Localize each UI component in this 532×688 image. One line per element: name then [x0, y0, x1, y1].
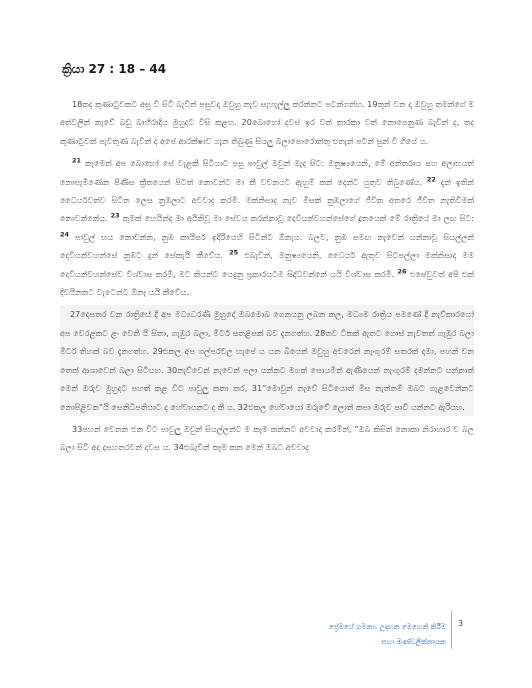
chapter-heading: ක්‍රියා 27 : 18 – 44	[62, 62, 167, 76]
verse-text: එසේවුවත් අපි එක් දිවයිනකට වැටෙන්ට ඕනෑ යයි කීවේය.	[60, 268, 474, 298]
footer-divider	[451, 611, 452, 649]
paragraph-4: 33පහන් වෙනන එන විට පාවුලු ඔවුන් සියල්ලන්ට ම කෑම කන්නට අවවාද කරමින්, “ඔබ කිසිත් නොකා නිරාහාර ව බල බලා සිටි අද දසහතරවන් දවස ය. 34එබැවින් කෑම කන මෙන් ඔබට අවවාද	[60, 423, 474, 453]
paragraph-3: 27දෙසතර වන රාත්‍රියේ දී අප මධ්‍යධරණී මුහුදේ ඔබමොබ ගෙනයනු ලබන කල, මධ්‍යම රාත්‍රිය පමණේ දී නැව්කාරයෝ අප වෙරළකට ළං වෙති යි සිතා, ගැඹුර බලා, මීටර් සතළිසක් බව දැනගත්හ. 28තව ටිකක් ඇතට ගොස් නැවතත් ගැඹුර බලා මීටර් තිහක් බව දැනගත්හ. 29එකල අප ගල්පරවල හැපේ ය යන බියෙන් ඔවුහු අවරෙන් නැංගුරම් සතරක් දමා, පහන් වන තෙක් ආශාවෙන් බලා සිටියහ. 30නැව්වෙන් නැවෙන් පලා යන්නට මගක් සොයමින් ඇණියෙන් නැංගුරම් දමන්නට යන්නාක් මෙන් ඔරුව මුහුදට පහත් කළ විට පාවුලු කතා කර, 31“මොවුන් නැවේ සිටියොත් මිස නැත්නම් ඔබට ගැළවෙන්නට නොපිළිවන”යි සෙනිධිපතියාට ද හේවායනට ද කී ය. 32එකල හේවායෝ ඔරුවේ ලොන් කපා ඔරුව පාවී යන්නට ඇරියහ.	[60, 305, 474, 415]
verse-number: 22	[426, 174, 436, 183]
paragraph-1: 18තද කුණාටුවකට අසු වී සිටි බැවින් පසුවදා ඔවුහු නැව සැහැල්ලු කරන්නට පටන්ගත්හ. 19තුන් වන දා ඔවුහු තමන්ගේ ම අත්වලින් නැවේ බඩු බාහිරාදිය මුහුදට විසි කළහ. 20බොහෝ දවස් ඉර වත් තාරකා වත් නොපෙනුණ බැවින් ද, තද කුණාටුවක් පැවතුණ බැවින් ද අපේ ආරක්ෂාව ගැන තිබුණු සියලු බලාපොරොත්තු එතැන් පටන් සුන් වී ගියේ ය.	[60, 99, 474, 146]
verse-number: 25	[229, 248, 239, 257]
page-number: 3	[458, 619, 464, 628]
paragraph-2	[60, 154, 474, 301]
verse-text: කුමක් හෙයින්ද මා අයිතිවූ මා සේවය කරන්නාවූ දෙවියන්වහන්සේගේ දූතයෙක් මේ රාත්‍රියේ මා ලඟ සිට:	[119, 213, 474, 224]
verse-number: 24	[60, 230, 70, 239]
verse-text: එබැවින්, මනුෂ්‍යයෙනි, ධෛර්ය ඇතුව සිටපල්ලා මක්නිසාද මම දෙවියන්වහන්සේව විශ්වාස කරමි, මට කියන්ට යෙදුනු ප්‍රකාරයටම සිද්ධවන්නේ යයි විශ්වාස කරමි.	[60, 250, 475, 279]
verse-text: කෑමෙන් අප බොහෝ සේ වැළකී සිටියාට පසු පාවුල් ඔවුන් මැද සිට: මනුෂ්‍යයෙනි, මේ අන්තරාය සහ අලාභයත් නොපැමිණෙන පිණිස ක්‍රීතයෙන් පිටත් නොවන්ට මා කී වචනයට ඇහුම් කන් දෙන්ට යුතුව තිබුණේය.	[60, 158, 474, 187]
verse-number: 23	[110, 211, 120, 220]
verse-text: පාවුල් භය නොවන්න, නුඹ කායිසර් ඉදිරියෙහි සිටින්ට ඕනැය. බලව, නුඹ සමඟ නැවෙන් යන්නාවූ සියල්ලන් දෙවියන්වහන්සේ නුඹට දුන් සේකැයි කීවේය.	[60, 231, 474, 261]
verse-number: 21	[72, 156, 82, 165]
page-footer	[306, 619, 446, 649]
body-text	[60, 95, 474, 461]
footer-line-1: ප්‍රේමයේ ගමනා: උදාහන මෙහෙනි කිරීම	[328, 622, 446, 631]
verse-text: දැන් ඉතින් ධෛර්යවත්ව සිටින ලෙස නුඹලාට අවවාද කරමි. මක්නිසාද නැව මිසක් නුඹලාගේ ජීවිත අතරෙ ජීවිත නැතිවීමක් නොවන්නේය.	[60, 176, 474, 224]
verse-number: 26	[397, 266, 407, 275]
footer-line-2: සහා මණ්ඩලීක්නායක	[381, 637, 446, 646]
